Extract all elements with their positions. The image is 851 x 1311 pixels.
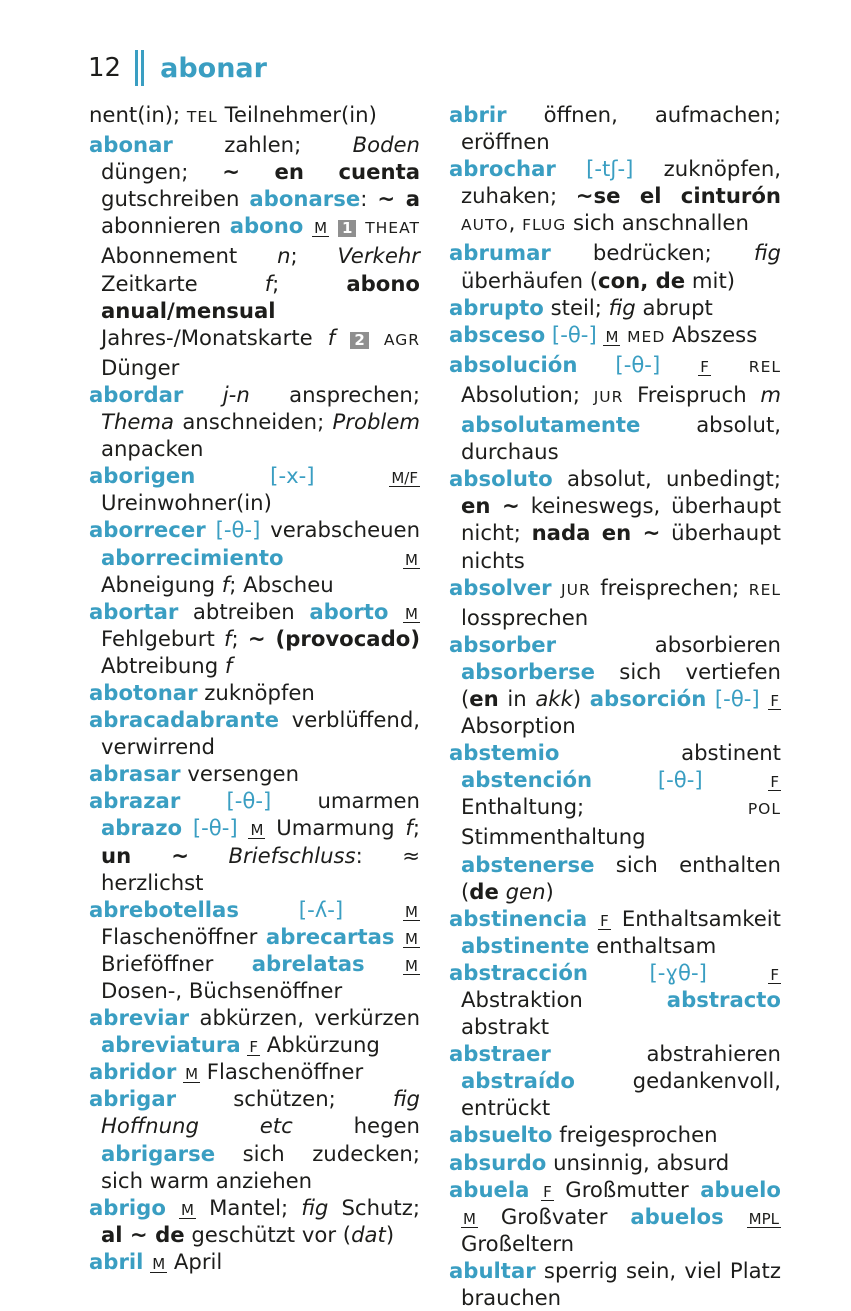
text: Abkürzung bbox=[260, 1032, 380, 1058]
text: ; bbox=[231, 625, 248, 651]
gender-label: MPL bbox=[748, 1209, 779, 1228]
headword: abstemio bbox=[449, 740, 560, 766]
domain-label: AUTO bbox=[461, 216, 509, 235]
text: Brieföffner bbox=[101, 950, 252, 976]
headword: abstracto bbox=[666, 987, 781, 1012]
text: Flaschenöffner bbox=[200, 1059, 364, 1085]
dictionary-entry bbox=[449, 739, 781, 905]
italic-text: fig Hoffnung etc bbox=[101, 1086, 420, 1139]
bold-phrase: abono anual/mensual bbox=[101, 270, 420, 323]
italic-text: f bbox=[221, 571, 230, 597]
dictionary-entry bbox=[89, 787, 420, 895]
text: sperrig sein, viel Platz brauchen bbox=[461, 1257, 781, 1311]
headword: abrigo bbox=[89, 1194, 166, 1220]
text bbox=[166, 1195, 179, 1220]
text: sich vertiefen ( bbox=[461, 658, 781, 711]
text: ansprechen; bbox=[249, 381, 420, 407]
text: nent(in); bbox=[89, 102, 187, 127]
headword: abrochar bbox=[449, 156, 556, 182]
dictionary-entry bbox=[89, 381, 420, 462]
text: verabscheuen bbox=[260, 517, 420, 543]
text: versengen bbox=[180, 761, 300, 787]
pronunciation: [-ɣθ-] bbox=[649, 959, 707, 985]
text: anschneiden; bbox=[174, 409, 333, 435]
gender-label: F bbox=[543, 1182, 552, 1201]
gender-label: F bbox=[770, 691, 779, 710]
headword: aborigen bbox=[89, 463, 196, 489]
headword: aborto bbox=[309, 598, 389, 624]
text: ) bbox=[572, 685, 590, 711]
header-divider bbox=[135, 50, 144, 86]
bold-phrase: un ~ bbox=[101, 842, 190, 868]
text: zuknöpfen, zuhaken; bbox=[461, 156, 781, 209]
dictionary-entry bbox=[449, 1257, 781, 1311]
pronunciation: [-x-] bbox=[270, 463, 315, 489]
dictionary-entry bbox=[449, 101, 781, 155]
headword: aborrecer bbox=[89, 517, 206, 543]
text: April bbox=[167, 1248, 223, 1274]
italic-text: n bbox=[277, 243, 291, 269]
text: abstrakt bbox=[461, 1014, 550, 1040]
text: Ureinwohner(in) bbox=[101, 490, 272, 516]
headword: abstraído bbox=[461, 1068, 575, 1094]
text bbox=[189, 843, 228, 868]
text: hegen bbox=[292, 1113, 420, 1139]
text: Großvater bbox=[477, 1203, 631, 1229]
headword: abracadabrante bbox=[89, 707, 280, 733]
text bbox=[365, 951, 403, 976]
pronunciation: [-θ-] bbox=[657, 767, 703, 793]
text bbox=[315, 463, 390, 488]
gender-label: M bbox=[605, 327, 619, 346]
text: lossprechen bbox=[461, 604, 589, 630]
text bbox=[556, 156, 586, 181]
dictionary-entry bbox=[89, 516, 420, 597]
gender-label: F bbox=[249, 1038, 259, 1057]
headword: abrasar bbox=[89, 761, 181, 787]
dictionary-entry bbox=[89, 598, 420, 679]
italic-text: akk bbox=[535, 685, 573, 711]
headword: abstención bbox=[461, 767, 593, 793]
headword: abono bbox=[229, 213, 304, 239]
text bbox=[597, 322, 604, 347]
gender-label: F bbox=[700, 357, 709, 376]
italic-text: Thema bbox=[101, 409, 175, 435]
text bbox=[711, 352, 749, 377]
text: ; bbox=[412, 815, 420, 841]
text bbox=[388, 599, 403, 624]
dictionary-entry bbox=[449, 351, 781, 465]
dictionary-entry bbox=[89, 679, 420, 706]
headword: aborrecimiento bbox=[101, 544, 284, 570]
dictionary-entry bbox=[449, 465, 781, 573]
text: gutschreiben bbox=[101, 186, 250, 212]
gender-label: M bbox=[405, 902, 418, 921]
dictionary-entry bbox=[449, 294, 781, 321]
text: Abszess bbox=[665, 321, 758, 347]
text: ; Abscheu bbox=[229, 571, 334, 597]
text: absolut, unbedingt; bbox=[552, 466, 781, 492]
italic-text: f bbox=[224, 652, 233, 678]
text: freigesprochen bbox=[552, 1122, 718, 1148]
headword: abreviatura bbox=[101, 1032, 241, 1058]
left-column bbox=[89, 101, 420, 1275]
text: überhäufen ( bbox=[461, 267, 599, 293]
dictionary-entry bbox=[449, 574, 781, 631]
text: Dünger bbox=[101, 354, 180, 380]
bold-phrase: en bbox=[469, 685, 499, 711]
text: Freispruch bbox=[623, 381, 761, 407]
headword: absceso bbox=[449, 321, 546, 347]
text bbox=[588, 960, 649, 985]
text bbox=[587, 906, 598, 931]
text: Abtreibung bbox=[101, 652, 225, 678]
text bbox=[369, 325, 384, 350]
italic-text: fig bbox=[753, 240, 781, 266]
gender-label: M bbox=[405, 604, 418, 623]
text bbox=[760, 686, 769, 711]
text: geschützt vor ( bbox=[184, 1221, 352, 1247]
headword: abordar bbox=[89, 381, 184, 407]
bold-phrase: ~ en cuenta bbox=[222, 159, 420, 185]
text: sich zudecken; sich warm anziehen bbox=[101, 1140, 420, 1193]
text: bedrücken; bbox=[550, 240, 754, 266]
italic-text: f bbox=[224, 625, 232, 651]
gender-label: M bbox=[152, 1254, 166, 1273]
bold-phrase: nada en ~ bbox=[531, 520, 661, 546]
text: ) bbox=[545, 878, 554, 904]
gender-label: M bbox=[463, 1209, 476, 1228]
dictionary-entry bbox=[449, 1176, 781, 1257]
text: abstinent bbox=[559, 740, 781, 766]
text: enthaltsam bbox=[589, 932, 717, 958]
text: : bbox=[360, 186, 378, 212]
headword: abrazar bbox=[89, 788, 181, 814]
pronunciation: [-θ-] bbox=[551, 321, 597, 347]
text: überhaupt nichts bbox=[461, 520, 781, 573]
text bbox=[335, 325, 350, 350]
text: schützen; bbox=[176, 1086, 393, 1112]
text: unsinnig, absurd bbox=[546, 1149, 730, 1175]
italic-text: Briefschluss bbox=[228, 842, 356, 868]
headword: abotonar bbox=[89, 679, 198, 705]
italic-text: gen bbox=[505, 878, 546, 904]
bold-phrase: de bbox=[469, 878, 499, 904]
headword: absorción bbox=[589, 685, 707, 711]
dictionary-entry bbox=[89, 1058, 420, 1085]
dictionary-entry bbox=[89, 1004, 420, 1058]
text: Großmutter bbox=[553, 1176, 701, 1202]
text: gedankenvoll, entrückt bbox=[461, 1068, 781, 1121]
headword: abultar bbox=[449, 1257, 536, 1283]
headword: absurdo bbox=[449, 1149, 547, 1175]
italic-text: f bbox=[264, 270, 273, 296]
pronunciation: [-θ-] bbox=[615, 351, 661, 377]
text bbox=[499, 879, 506, 904]
text: sich anschnallen bbox=[566, 210, 749, 236]
headword: absorber bbox=[449, 631, 557, 657]
text bbox=[195, 463, 270, 488]
headword: abuelo bbox=[700, 1176, 781, 1202]
dictionary-entry bbox=[449, 155, 781, 239]
dictionary-entry bbox=[89, 706, 420, 760]
text: Stimmenthaltung bbox=[461, 824, 646, 850]
text: Mantel; bbox=[195, 1194, 302, 1220]
dictionary-entry bbox=[89, 1248, 420, 1275]
headword: abrecartas bbox=[265, 923, 395, 949]
text: Enthaltung; bbox=[461, 794, 748, 820]
text bbox=[183, 382, 222, 407]
gender-label: F bbox=[770, 965, 779, 984]
gender-label: F bbox=[600, 911, 609, 930]
text bbox=[239, 897, 299, 922]
text bbox=[343, 897, 403, 922]
bold-phrase: ~se el cinturón bbox=[575, 183, 781, 209]
headword: absuelto bbox=[449, 1122, 553, 1148]
text: : ≈ herzlichst bbox=[101, 842, 420, 895]
text bbox=[707, 960, 768, 985]
text bbox=[552, 575, 562, 600]
headword: abonar bbox=[89, 132, 173, 158]
dictionary-entry bbox=[449, 1121, 781, 1148]
italic-text: fig bbox=[301, 1194, 329, 1220]
text: , bbox=[508, 210, 523, 236]
italic-text: j-n bbox=[222, 381, 250, 407]
domain-label: REL bbox=[748, 357, 781, 376]
headword: abstraer bbox=[449, 1041, 551, 1067]
text: steil; bbox=[543, 294, 609, 320]
domain-label: POL bbox=[747, 800, 781, 819]
headword: abrazo bbox=[101, 815, 183, 841]
headword: abreviar bbox=[89, 1005, 190, 1031]
headword: abuela bbox=[449, 1176, 530, 1202]
headword: absoluto bbox=[449, 466, 553, 492]
headword: abstracción bbox=[449, 959, 588, 985]
headword: abrelatas bbox=[251, 950, 365, 976]
gender-label: M bbox=[250, 821, 264, 840]
headword: absolver bbox=[449, 574, 552, 600]
text bbox=[143, 1249, 150, 1274]
right-column bbox=[449, 101, 781, 1311]
domain-label: TEL bbox=[186, 108, 218, 126]
headword: abortar bbox=[89, 598, 179, 624]
text: in bbox=[498, 685, 536, 711]
text: mit) bbox=[685, 267, 736, 293]
headword: abonarse bbox=[249, 186, 361, 212]
dictionary-entry bbox=[89, 131, 420, 381]
gender-label: M bbox=[405, 929, 418, 948]
dictionary-entry bbox=[449, 1149, 781, 1176]
domain-label: THEAT bbox=[365, 219, 420, 238]
headword: abstinencia bbox=[449, 905, 588, 931]
domain-label: JUR bbox=[593, 387, 624, 406]
dictionary-entry bbox=[449, 959, 781, 1040]
text: Zeitkarte bbox=[101, 270, 265, 296]
headword: abridor bbox=[89, 1059, 177, 1085]
text bbox=[238, 815, 249, 840]
page-number: 12 bbox=[88, 53, 122, 83]
bold-phrase: ~ (provocado) bbox=[247, 625, 420, 651]
headword: abstinente bbox=[461, 932, 590, 958]
headword: abril bbox=[89, 1248, 144, 1274]
headword: abrumar bbox=[449, 240, 551, 266]
text: abonnieren bbox=[101, 213, 230, 239]
text bbox=[545, 322, 552, 347]
text: Schutz; bbox=[328, 1194, 420, 1220]
gender-label: M bbox=[185, 1065, 199, 1084]
headword: abrupto bbox=[449, 294, 544, 320]
pronunciation: [-tʃ-] bbox=[586, 156, 634, 182]
italic-text: dat bbox=[351, 1221, 386, 1247]
domain-label: FLUG bbox=[522, 216, 567, 235]
text: absorbieren bbox=[556, 631, 781, 657]
headword: abrir bbox=[449, 102, 507, 127]
domain-label: AGR bbox=[383, 330, 420, 349]
dictionary-entry bbox=[89, 462, 420, 516]
headword: absolución bbox=[449, 351, 578, 377]
dictionary-entry bbox=[449, 905, 781, 959]
text bbox=[180, 788, 226, 813]
text: Abneigung bbox=[101, 571, 222, 597]
headword: abrigar bbox=[89, 1086, 177, 1112]
italic-text: f bbox=[327, 324, 336, 350]
text: Jahres-/Monatskarte bbox=[101, 324, 328, 350]
text: zahlen; bbox=[172, 132, 353, 158]
sense-number: 2 bbox=[350, 332, 368, 349]
bold-phrase: al ~ de bbox=[101, 1221, 185, 1247]
text: Absorption bbox=[461, 713, 576, 739]
headword: absolutamente bbox=[461, 412, 641, 438]
text: keineswegs, überhaupt nicht; bbox=[461, 493, 781, 546]
text: abtreiben bbox=[178, 598, 310, 624]
text: Enthaltsamkeit bbox=[610, 905, 781, 931]
text bbox=[182, 815, 193, 840]
text: verblüffend, verwirrend bbox=[101, 707, 420, 760]
dictionary-entry bbox=[449, 321, 781, 351]
text bbox=[206, 517, 216, 542]
header-keyword: abonar bbox=[160, 52, 267, 84]
text: Abstraktion bbox=[461, 987, 667, 1012]
italic-text: m bbox=[760, 381, 781, 407]
text bbox=[724, 1204, 747, 1229]
dictionary-entry bbox=[89, 1194, 420, 1248]
domain-label: JUR bbox=[561, 580, 591, 599]
text bbox=[592, 767, 658, 792]
page-header bbox=[88, 48, 267, 88]
headword: abuelos bbox=[630, 1203, 724, 1229]
text: sich enthalten ( bbox=[461, 851, 781, 904]
italic-text: f bbox=[405, 815, 413, 841]
text: Teilnehmer(in) bbox=[217, 102, 377, 127]
text bbox=[577, 352, 615, 377]
headword: abrebotellas bbox=[89, 896, 239, 922]
text: freisprechen; bbox=[590, 574, 749, 600]
dictionary-entry bbox=[89, 760, 420, 787]
pronunciation: [-θ-] bbox=[226, 788, 272, 814]
text: ; bbox=[290, 243, 338, 269]
text: zuknöpfen bbox=[197, 679, 315, 705]
pronunciation: [-θ-] bbox=[215, 517, 261, 543]
dictionary-entry bbox=[449, 239, 781, 293]
italic-text: Problem bbox=[332, 409, 420, 435]
sense-number: 1 bbox=[338, 220, 356, 237]
text: Fehlgeburt bbox=[101, 625, 225, 651]
italic-text: Boden bbox=[352, 132, 420, 158]
text bbox=[241, 1032, 248, 1057]
text bbox=[303, 213, 312, 238]
text: Dosen-, Büchsenöffner bbox=[101, 978, 343, 1003]
text bbox=[395, 924, 404, 949]
text: abrupt bbox=[635, 294, 713, 320]
text: abstrahieren bbox=[550, 1041, 781, 1067]
text: abkürzen, verkürzen bbox=[189, 1005, 420, 1031]
pronunciation: [-θ-] bbox=[714, 685, 760, 711]
dictionary-entry bbox=[89, 101, 420, 131]
bold-phrase: con, de bbox=[598, 267, 686, 293]
text: Umarmung bbox=[265, 815, 406, 841]
domain-label: MED bbox=[627, 327, 666, 346]
pronunciation: [-θ-] bbox=[192, 815, 238, 841]
gender-label: M bbox=[405, 956, 418, 975]
text: öffnen, aufmachen; eröffnen bbox=[461, 102, 781, 155]
headword: abstenerse bbox=[461, 851, 595, 877]
text bbox=[329, 213, 338, 238]
gender-label: F bbox=[770, 773, 779, 792]
text: ) bbox=[385, 1221, 395, 1247]
text: Flaschenöffner bbox=[101, 923, 266, 949]
dictionary-entry bbox=[89, 1085, 420, 1193]
dictionary-entry bbox=[89, 896, 420, 1004]
dictionary-entry bbox=[449, 631, 781, 739]
text: umarmen bbox=[271, 788, 420, 814]
text: Abonnement bbox=[101, 243, 278, 269]
bold-phrase: en ~ bbox=[461, 493, 520, 519]
text bbox=[176, 1059, 183, 1084]
italic-text: fig bbox=[608, 294, 636, 320]
text bbox=[703, 767, 769, 792]
dictionary-entry bbox=[449, 1040, 781, 1121]
text: Großeltern bbox=[461, 1230, 575, 1256]
text: absolut, durchaus bbox=[461, 412, 781, 465]
italic-text: Verkehr bbox=[337, 243, 420, 269]
text bbox=[529, 1177, 541, 1202]
text bbox=[356, 213, 365, 238]
pronunciation: [-ʎ-] bbox=[298, 896, 344, 922]
text: anpacken bbox=[101, 436, 204, 462]
gender-label: M bbox=[181, 1200, 194, 1219]
headword: abrigarse bbox=[101, 1140, 216, 1166]
gender-label: M/F bbox=[391, 469, 418, 488]
headword: absorberse bbox=[461, 658, 596, 684]
text: düngen; bbox=[101, 159, 223, 185]
text: ; bbox=[272, 270, 347, 296]
domain-label: REL bbox=[748, 580, 781, 599]
gender-label: M bbox=[405, 550, 418, 569]
text bbox=[706, 686, 715, 711]
bold-phrase: ~ a bbox=[377, 186, 420, 212]
gender-label: M bbox=[314, 219, 328, 238]
text: Absolution; bbox=[461, 381, 594, 407]
text bbox=[284, 545, 403, 570]
text bbox=[660, 352, 698, 377]
